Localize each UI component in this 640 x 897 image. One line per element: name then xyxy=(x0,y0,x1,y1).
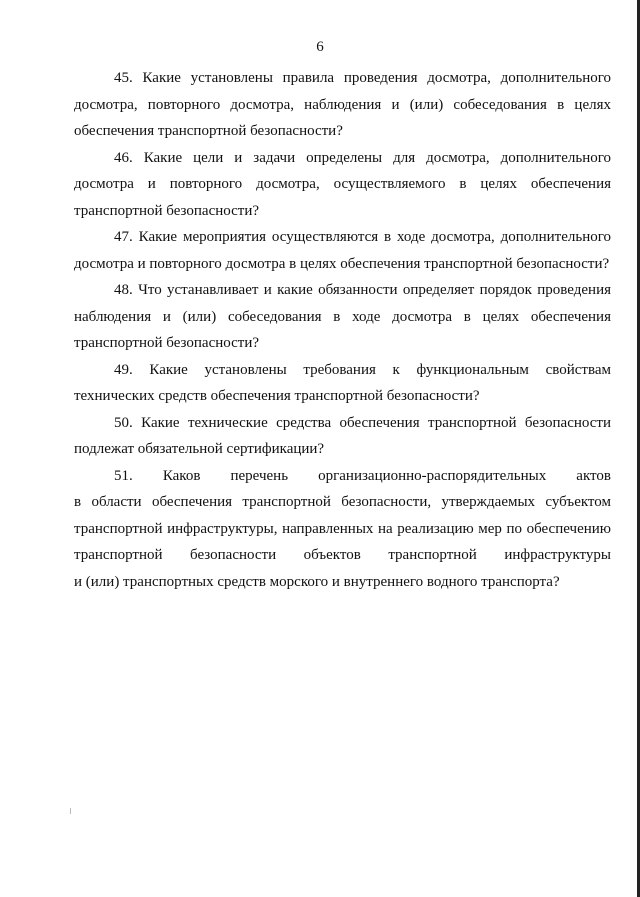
question-48 xyxy=(74,277,611,357)
question-49 xyxy=(74,357,611,410)
question-line: наблюдения и (или) собеседования в ходе досмотра в целях обеспечения xyxy=(74,308,611,325)
question-line: транспортной безопасности? xyxy=(74,202,260,219)
question-list xyxy=(74,65,611,595)
question-line: транспортной безопасности? xyxy=(74,335,260,351)
question-line: и (или) транспортных средств морского и внутреннего водного транспорта? xyxy=(74,573,560,590)
question-line: 45. Какие установлены правила проведения досмотра, дополнительного xyxy=(114,70,611,86)
question-line: досмотра и повторного досмотра, осуществляемого в целях обеспечения xyxy=(74,176,611,192)
question-line: транспортной инфраструктуры, направленных на реализацию мер по обеспечению xyxy=(74,520,611,537)
question-line: 47. Какие мероприятия осуществляются в ходе досмотра, дополнительного xyxy=(114,229,611,245)
question-line: досмотра, повторного досмотра, наблюдения и (или) собеседования в целях xyxy=(74,96,611,113)
question-47 xyxy=(74,224,611,277)
question-line: 48. Что устанавливает и какие обязанности определяет порядок проведения xyxy=(114,282,611,298)
question-line: обеспечения транспортной безопасности? xyxy=(74,123,343,139)
question-50 xyxy=(74,410,611,463)
question-line: досмотра и повторного досмотра в целях обеспечения транспортной безопасности? xyxy=(74,255,610,272)
question-line: 49. Какие установлены требования к функциональным свойствам xyxy=(114,361,611,378)
question-line: технических средств обеспечения транспортной безопасности? xyxy=(74,388,480,404)
question-line: транспортной безопасности объектов транспортной инфраструктуры xyxy=(74,547,611,563)
question-line: подлежат обязательной сертификации? xyxy=(74,441,325,457)
question-line: 51. Каков перечень организационно-распорядительных актов xyxy=(114,467,611,484)
question-45 xyxy=(74,65,611,145)
page-number: 6 xyxy=(316,39,324,55)
question-line: в области обеспечения транспортной безопасности, утверждаемых субъектом xyxy=(74,494,611,510)
question-51 xyxy=(74,463,611,596)
scan-speck xyxy=(70,808,71,814)
question-line: 46. Какие цели и задачи определены для досмотра, дополнительного xyxy=(114,149,611,166)
question-46 xyxy=(74,145,611,225)
question-line: 50. Какие технические средства обеспечения транспортной безопасности xyxy=(114,414,611,431)
